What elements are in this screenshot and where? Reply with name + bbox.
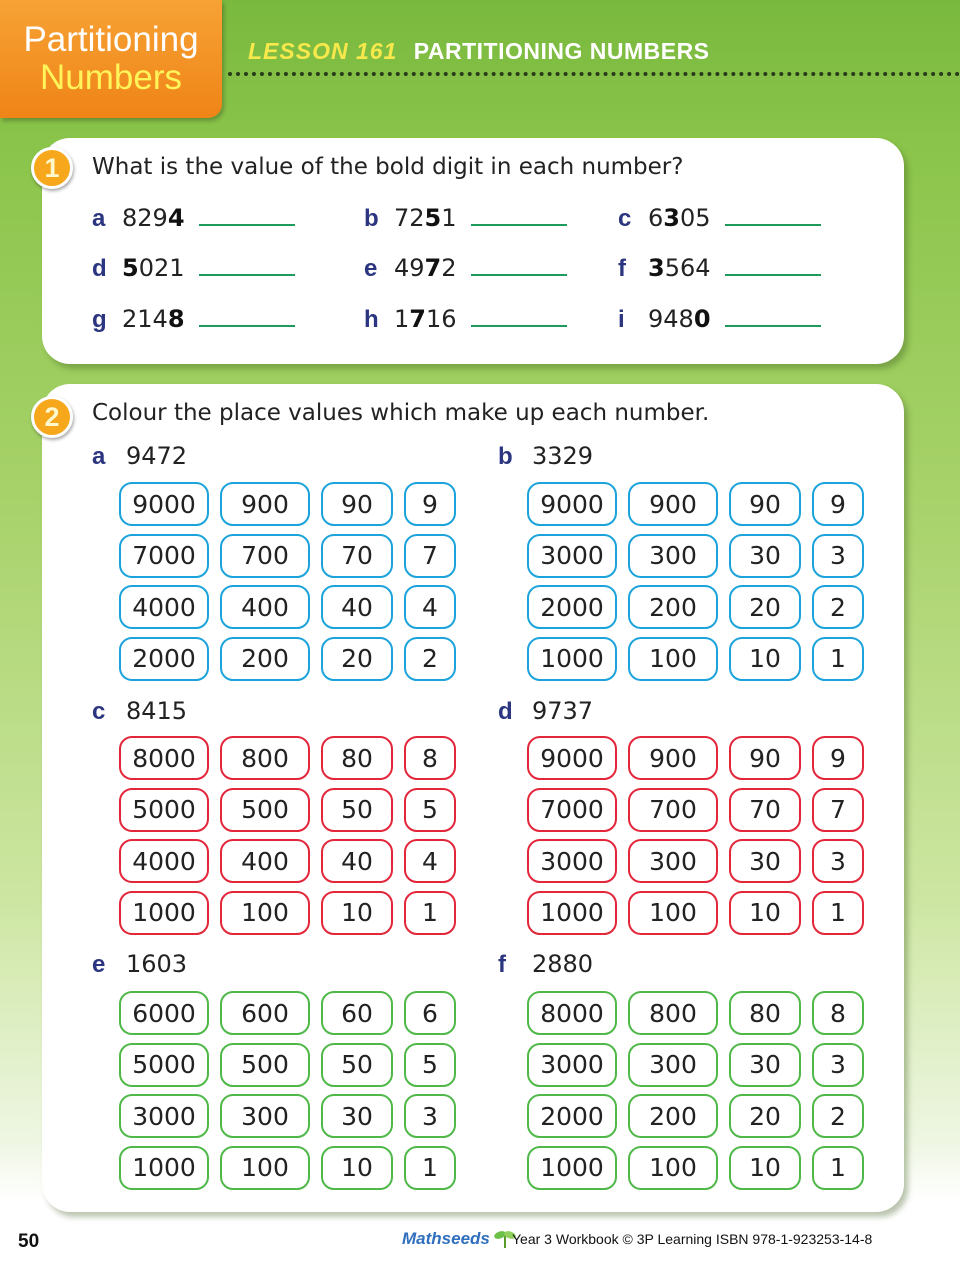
place-value-box[interactable]: 9000 bbox=[527, 482, 617, 526]
number-digits-before: 6 bbox=[648, 204, 664, 232]
q2-group-heading bbox=[498, 950, 593, 979]
item-letter: e bbox=[364, 255, 378, 282]
place-value-grid bbox=[527, 482, 864, 681]
place-value-box[interactable]: 9000 bbox=[527, 736, 617, 780]
place-value-box[interactable]: 100 bbox=[220, 1146, 310, 1190]
place-value-box[interactable]: 10 bbox=[729, 1146, 801, 1190]
place-value-box[interactable]: 20 bbox=[729, 1094, 801, 1138]
place-value-grid bbox=[119, 736, 456, 935]
q1-item-f bbox=[618, 254, 821, 283]
answer-line[interactable] bbox=[471, 224, 567, 226]
bold-digit: 7 bbox=[424, 254, 442, 282]
place-value-box[interactable]: 900 bbox=[628, 482, 718, 526]
place-value-box[interactable]: 1 bbox=[404, 891, 456, 935]
place-value-box[interactable]: 3000 bbox=[527, 534, 617, 578]
item-letter: f bbox=[618, 255, 626, 282]
place-value-grid bbox=[527, 991, 864, 1190]
number-digits-after: 1 bbox=[441, 204, 457, 232]
place-value-box[interactable]: 300 bbox=[220, 1094, 310, 1138]
place-value-box[interactable]: 90 bbox=[321, 482, 393, 526]
q1-item-e bbox=[364, 254, 567, 283]
number-digits-before: 49 bbox=[394, 254, 425, 282]
q2-group-heading bbox=[92, 442, 187, 471]
place-value-box[interactable]: 5000 bbox=[119, 788, 209, 832]
q2-group-heading bbox=[92, 950, 187, 979]
lesson-number: LESSON 161 bbox=[248, 38, 398, 64]
place-value-box[interactable]: 80 bbox=[729, 991, 801, 1035]
question-1-prompt: What is the value of the bold digit in each number? bbox=[92, 154, 684, 180]
place-value-box[interactable]: 1000 bbox=[119, 891, 209, 935]
q1-item-d bbox=[92, 254, 295, 283]
place-value-box[interactable]: 20 bbox=[321, 637, 393, 681]
number-digits-before: 1 bbox=[394, 305, 410, 333]
place-value-box[interactable]: 2000 bbox=[527, 585, 617, 629]
item-letter: c bbox=[618, 205, 632, 232]
place-value-box[interactable]: 7 bbox=[812, 788, 864, 832]
item-letter: a bbox=[92, 205, 106, 232]
bold-digit: 8 bbox=[167, 305, 185, 333]
place-value-box[interactable]: 10 bbox=[321, 891, 393, 935]
place-value-box[interactable]: 300 bbox=[628, 839, 718, 883]
target-number: 3329 bbox=[532, 442, 594, 470]
number-value bbox=[122, 254, 185, 282]
place-value-box[interactable]: 50 bbox=[321, 1043, 393, 1087]
lesson-heading bbox=[248, 38, 710, 65]
place-value-box[interactable]: 6000 bbox=[119, 991, 209, 1035]
place-value-box[interactable]: 4000 bbox=[119, 585, 209, 629]
place-value-box[interactable]: 500 bbox=[220, 788, 310, 832]
place-value-box[interactable]: 90 bbox=[729, 482, 801, 526]
place-value-box[interactable]: 3000 bbox=[119, 1094, 209, 1138]
place-value-box[interactable]: 3000 bbox=[527, 1043, 617, 1087]
dotted-divider bbox=[228, 72, 960, 76]
title-tab-line2: Numbers bbox=[40, 58, 182, 97]
page-number: 50 bbox=[18, 1231, 40, 1252]
bold-digit: 7 bbox=[409, 305, 426, 333]
place-value-box[interactable]: 8000 bbox=[119, 736, 209, 780]
q1-item-h bbox=[364, 305, 567, 334]
number-value bbox=[394, 204, 457, 232]
place-value-box[interactable]: 100 bbox=[628, 1146, 718, 1190]
place-value-box[interactable]: 2000 bbox=[119, 637, 209, 681]
item-letter: e bbox=[92, 951, 106, 978]
place-value-box[interactable]: 8000 bbox=[527, 991, 617, 1035]
place-value-box[interactable]: 100 bbox=[628, 891, 718, 935]
place-value-box[interactable]: 30 bbox=[729, 1043, 801, 1087]
number-digits-before: 214 bbox=[122, 305, 168, 333]
place-value-box[interactable]: 1000 bbox=[527, 637, 617, 681]
place-value-box[interactable]: 400 bbox=[220, 585, 310, 629]
number-digits-after: 16 bbox=[425, 305, 457, 333]
place-value-box[interactable]: 8 bbox=[404, 736, 456, 780]
place-value-box[interactable]: 700 bbox=[628, 788, 718, 832]
place-value-box[interactable]: 8 bbox=[812, 991, 864, 1035]
place-value-box[interactable]: 300 bbox=[628, 534, 718, 578]
answer-line[interactable] bbox=[199, 224, 295, 226]
footer-info: Year 3 Workbook © 3P Learning ISBN 978-1-923253-14-8 bbox=[512, 1231, 873, 1247]
place-value-box[interactable]: 1 bbox=[812, 1146, 864, 1190]
number-value bbox=[648, 305, 711, 333]
answer-line[interactable] bbox=[725, 325, 821, 327]
place-value-box[interactable]: 200 bbox=[628, 585, 718, 629]
place-value-box[interactable]: 20 bbox=[729, 585, 801, 629]
q1-item-i bbox=[618, 305, 821, 334]
place-value-box[interactable]: 70 bbox=[321, 534, 393, 578]
place-value-box[interactable]: 500 bbox=[220, 1043, 310, 1087]
q2-group-heading bbox=[498, 442, 593, 471]
number-digits-after: 021 bbox=[138, 254, 185, 282]
place-value-grid bbox=[119, 482, 456, 681]
answer-line[interactable] bbox=[199, 325, 295, 327]
number-digits-after: 564 bbox=[664, 254, 711, 282]
title-tab bbox=[0, 0, 222, 118]
place-value-box[interactable]: 1 bbox=[812, 637, 864, 681]
place-value-box[interactable]: 7000 bbox=[527, 788, 617, 832]
bold-digit: 4 bbox=[167, 204, 185, 232]
place-value-box[interactable]: 1000 bbox=[527, 891, 617, 935]
target-number: 9737 bbox=[532, 697, 594, 725]
place-value-box[interactable]: 3 bbox=[812, 534, 864, 578]
target-number: 2880 bbox=[532, 950, 594, 978]
place-value-box[interactable]: 40 bbox=[321, 585, 393, 629]
place-value-box[interactable]: 200 bbox=[220, 637, 310, 681]
place-value-box[interactable]: 10 bbox=[321, 1146, 393, 1190]
place-value-box[interactable]: 2000 bbox=[527, 1094, 617, 1138]
bold-digit: 3 bbox=[648, 254, 665, 282]
bold-digit: 3 bbox=[663, 204, 680, 232]
q1-item-g bbox=[92, 305, 295, 334]
place-value-grid bbox=[527, 736, 864, 935]
place-value-box[interactable]: 3 bbox=[812, 1043, 864, 1087]
answer-line[interactable] bbox=[725, 274, 821, 276]
place-value-box[interactable]: 30 bbox=[729, 534, 801, 578]
place-value-box[interactable]: 4 bbox=[404, 839, 456, 883]
question-2-badge: 2 bbox=[31, 396, 73, 438]
place-value-box[interactable]: 5000 bbox=[119, 1043, 209, 1087]
number-value bbox=[122, 305, 185, 333]
number-digits-after: 05 bbox=[679, 204, 711, 232]
place-value-box[interactable]: 600 bbox=[220, 991, 310, 1035]
place-value-box[interactable]: 1000 bbox=[527, 1146, 617, 1190]
q2-group-heading bbox=[498, 697, 593, 726]
place-value-box[interactable]: 10 bbox=[729, 891, 801, 935]
place-value-box[interactable]: 800 bbox=[628, 991, 718, 1035]
item-letter: g bbox=[92, 306, 107, 333]
logo-text: Mathseeds bbox=[402, 1229, 490, 1248]
place-value-box[interactable]: 2 bbox=[404, 637, 456, 681]
place-value-box[interactable]: 50 bbox=[321, 788, 393, 832]
answer-line[interactable] bbox=[199, 274, 295, 276]
item-letter: d bbox=[92, 255, 107, 282]
place-value-box[interactable]: 9000 bbox=[119, 482, 209, 526]
place-value-box[interactable]: 100 bbox=[220, 891, 310, 935]
item-letter: b bbox=[498, 443, 513, 470]
place-value-box[interactable]: 6 bbox=[404, 991, 456, 1035]
item-letter: f bbox=[498, 951, 506, 978]
place-value-box[interactable]: 7 bbox=[404, 534, 456, 578]
place-value-box[interactable]: 3000 bbox=[527, 839, 617, 883]
item-letter: a bbox=[92, 443, 106, 470]
place-value-box[interactable]: 30 bbox=[729, 839, 801, 883]
place-value-box[interactable]: 800 bbox=[220, 736, 310, 780]
place-value-box[interactable]: 30 bbox=[321, 1094, 393, 1138]
place-value-box[interactable]: 9 bbox=[812, 482, 864, 526]
place-value-box[interactable]: 5 bbox=[404, 1043, 456, 1087]
number-digits-before: 72 bbox=[394, 204, 425, 232]
item-letter: b bbox=[364, 205, 379, 232]
place-value-box[interactable]: 9 bbox=[812, 736, 864, 780]
place-value-box[interactable]: 700 bbox=[220, 534, 310, 578]
place-value-box[interactable]: 400 bbox=[220, 839, 310, 883]
place-value-box[interactable]: 60 bbox=[321, 991, 393, 1035]
number-digits-before: 948 bbox=[648, 305, 694, 333]
place-value-box[interactable]: 90 bbox=[729, 736, 801, 780]
place-value-box[interactable]: 4 bbox=[404, 585, 456, 629]
place-value-box[interactable]: 1000 bbox=[119, 1146, 209, 1190]
number-digits-after: 2 bbox=[441, 254, 457, 282]
place-value-box[interactable]: 4000 bbox=[119, 839, 209, 883]
title-tab-line1: Partitioning bbox=[23, 20, 199, 59]
place-value-grid bbox=[119, 991, 456, 1190]
place-value-box[interactable]: 5 bbox=[404, 788, 456, 832]
place-value-box[interactable]: 80 bbox=[321, 736, 393, 780]
number-digits-before: 829 bbox=[122, 204, 168, 232]
answer-line[interactable] bbox=[471, 325, 567, 327]
place-value-box[interactable]: 2 bbox=[812, 1094, 864, 1138]
place-value-box[interactable]: 7000 bbox=[119, 534, 209, 578]
number-value bbox=[648, 204, 711, 232]
place-value-box[interactable]: 1 bbox=[812, 891, 864, 935]
place-value-box[interactable]: 2 bbox=[812, 585, 864, 629]
place-value-box[interactable]: 10 bbox=[729, 637, 801, 681]
lesson-title: PARTITIONING NUMBERS bbox=[413, 38, 710, 64]
place-value-box[interactable]: 1 bbox=[404, 1146, 456, 1190]
answer-line[interactable] bbox=[471, 274, 567, 276]
number-value bbox=[648, 254, 711, 282]
place-value-box[interactable]: 3 bbox=[404, 1094, 456, 1138]
answer-line[interactable] bbox=[725, 224, 821, 226]
item-letter: d bbox=[498, 698, 513, 725]
place-value-box[interactable]: 100 bbox=[628, 637, 718, 681]
mathseeds-logo bbox=[402, 1229, 518, 1249]
question-2-prompt: Colour the place values which make up each number. bbox=[92, 400, 710, 426]
target-number: 8415 bbox=[126, 697, 188, 725]
item-letter: h bbox=[364, 306, 379, 333]
place-value-box[interactable]: 70 bbox=[729, 788, 801, 832]
bold-digit: 5 bbox=[424, 204, 442, 232]
number-value bbox=[394, 305, 457, 333]
place-value-box[interactable]: 300 bbox=[628, 1043, 718, 1087]
bold-digit: 0 bbox=[693, 305, 711, 333]
q1-item-c bbox=[618, 204, 821, 233]
q1-item-a bbox=[92, 204, 295, 233]
number-value bbox=[394, 254, 457, 282]
place-value-box[interactable]: 40 bbox=[321, 839, 393, 883]
place-value-box[interactable]: 900 bbox=[628, 736, 718, 780]
place-value-box[interactable]: 3 bbox=[812, 839, 864, 883]
target-number: 9472 bbox=[126, 442, 188, 470]
place-value-box[interactable]: 9 bbox=[404, 482, 456, 526]
place-value-box[interactable]: 200 bbox=[628, 1094, 718, 1138]
place-value-box[interactable]: 900 bbox=[220, 482, 310, 526]
q1-item-b bbox=[364, 204, 567, 233]
q2-group-heading bbox=[92, 697, 187, 726]
target-number: 1603 bbox=[126, 950, 188, 978]
number-value bbox=[122, 204, 185, 232]
item-letter: i bbox=[618, 306, 625, 333]
question-1-badge: 1 bbox=[31, 147, 73, 189]
bold-digit: 5 bbox=[122, 254, 139, 282]
item-letter: c bbox=[92, 698, 106, 725]
